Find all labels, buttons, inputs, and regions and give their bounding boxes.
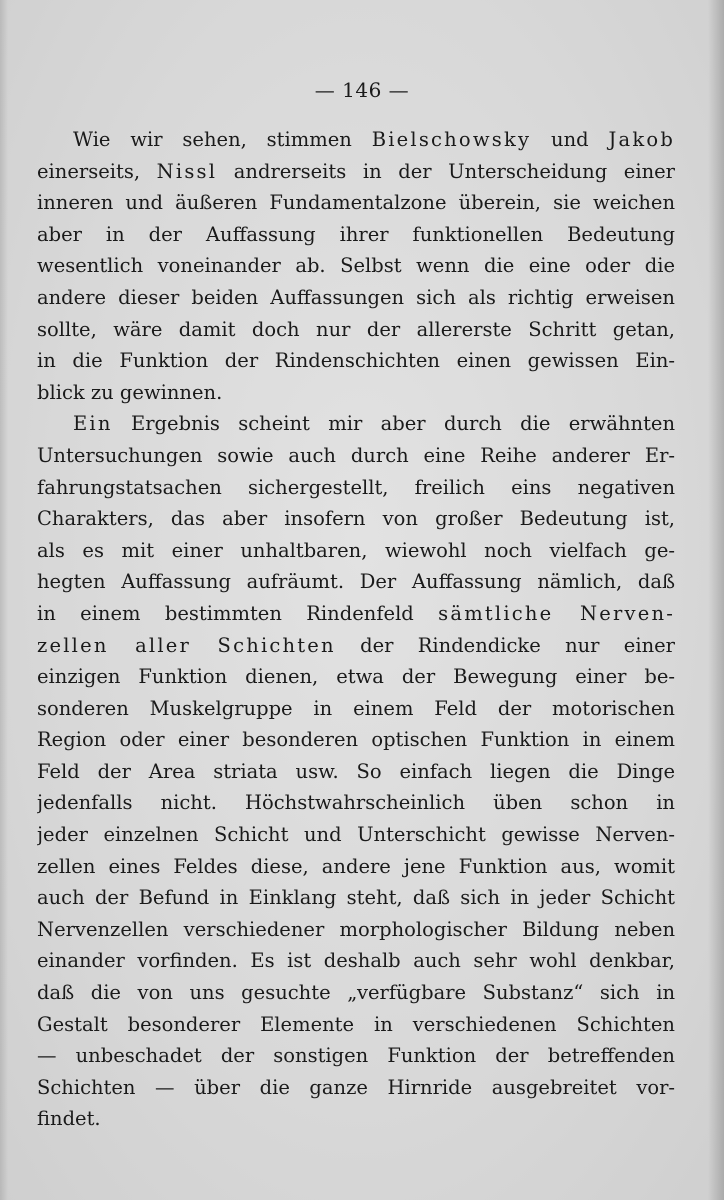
page-shadow-right — [708, 0, 724, 1200]
text-line — [37, 693, 675, 725]
text-segment: hegten Auffassung aufräumt. Der Auffassung nämlich, daß — [37, 570, 675, 594]
text-line — [37, 1040, 675, 1072]
text-segment: einerseits, — [37, 159, 157, 183]
text-line — [37, 1103, 675, 1135]
text-line — [37, 314, 675, 346]
text-line — [37, 882, 675, 914]
text-line — [37, 440, 675, 472]
text-segment: einander vorfinden. Es ist deshalb auch sehr wohl denkbar, — [37, 949, 675, 973]
emphasized-text: sämtliche Nerven- — [438, 601, 675, 625]
text-line — [37, 598, 675, 630]
text-segment: in die Funktion der Rindenschichten einen gewissen Ein- — [37, 349, 675, 373]
text-segment: Nervenzellen verschiedener morphologischer Bildung neben — [37, 917, 675, 941]
text-line — [37, 219, 675, 251]
text-line — [37, 724, 675, 756]
text-line — [37, 408, 675, 440]
text-line — [37, 977, 675, 1009]
text-line — [37, 787, 675, 819]
text-segment: einzigen Funktion dienen, etwa der Bewegung einer be- — [37, 665, 675, 689]
text-line — [37, 282, 675, 314]
emphasized-text: Ein — [73, 412, 113, 436]
text-segment: Region oder einer besonderen optischen Funktion in einem — [37, 728, 675, 752]
text-line — [37, 535, 675, 567]
text-segment: aber in der Auffassung ihrer funktionellen Bedeutung — [37, 222, 675, 246]
text-line — [37, 1072, 675, 1104]
text-segment: jedenfalls nicht. Höchstwahrscheinlich üben schon in — [37, 791, 675, 815]
text-line — [37, 630, 675, 662]
text-segment: wesentlich voneinander ab. Selbst wenn die eine oder die — [37, 254, 675, 278]
text-segment: sollte, wäre damit doch nur der allererste Schritt getan, — [37, 317, 675, 341]
text-segment: auch der Befund in Einklang steht, daß sich in jeder Schicht — [37, 886, 675, 910]
page-shadow-left — [0, 0, 8, 1200]
text-segment: Feld der Area striata usw. So einfach liegen die Dinge — [37, 759, 675, 783]
text-line — [37, 377, 675, 409]
text-segment: und — [531, 128, 609, 151]
text-segment: andrerseits in der Unterscheidung einer — [217, 159, 675, 183]
text-segment: findet. — [37, 1107, 101, 1131]
text-segment: Schichten — über die ganze Hirnride ausgebreitet vor- — [37, 1075, 675, 1099]
text-line — [37, 250, 675, 282]
text-segment: zellen eines Feldes diese, andere jene Funktion aus, womit — [37, 854, 675, 878]
page-number: — 146 — — [314, 78, 410, 102]
text-segment: fahrungstatsachen sichergestellt, freilich eins negativen — [37, 475, 675, 499]
text-segment: Gestalt besonderer Elemente in verschiedenen Schichten — [37, 1012, 675, 1036]
text-line — [37, 566, 675, 598]
text-segment: inneren und äußeren Fundamentalzone überein, sie weichen — [37, 191, 675, 215]
text-line — [37, 1009, 675, 1041]
emphasized-text: Nissl — [156, 159, 218, 183]
body-text — [37, 124, 675, 1135]
text-line — [37, 756, 675, 788]
paragraph — [37, 124, 675, 408]
text-segment: Wie wir sehen, stimmen — [73, 128, 372, 151]
text-line — [37, 187, 675, 219]
text-segment: Charakters, das aber insofern von großer Bedeutung ist, — [37, 507, 675, 531]
text-segment: Untersuchungen sowie auch durch eine Reihe anderer Er- — [37, 443, 675, 467]
text-line — [37, 661, 675, 693]
emphasized-text: zellen aller Schichten — [37, 633, 336, 657]
text-line — [37, 914, 675, 946]
text-segment: der Rindendicke nur einer — [335, 633, 675, 657]
emphasized-text: Jakob — [608, 128, 675, 151]
text-line — [37, 472, 675, 504]
text-segment: — unbeschadet der sonstigen Funktion der betreffenden — [37, 1044, 675, 1068]
text-segment: daß die von uns gesuchte „verfügbare Substanz“ sich in — [37, 981, 675, 1005]
emphasized-text: Bielschowsky — [371, 128, 532, 151]
text-line — [37, 819, 675, 851]
text-line — [37, 156, 675, 188]
text-line — [37, 851, 675, 883]
text-segment: jeder einzelnen Schicht und Unterschicht gewisse Nerven- — [37, 823, 675, 847]
text-line — [37, 503, 675, 535]
text-segment: andere dieser beiden Auffassungen sich als richtig erweisen — [37, 285, 675, 309]
text-line — [37, 345, 675, 377]
text-segment: sonderen Muskelgruppe in einem Feld der motorischen — [37, 696, 675, 720]
text-segment: blick zu gewinnen. — [37, 380, 223, 404]
text-segment: in einem bestimmten Rindenfeld — [37, 601, 439, 625]
text-segment: als es mit einer unhaltbaren, wiewohl noch vielfach ge- — [37, 538, 675, 562]
text-segment: Ergebnis scheint mir aber durch die erwähnten — [112, 412, 675, 436]
text-line — [37, 945, 675, 977]
text-line — [37, 124, 675, 156]
paragraph — [37, 408, 675, 1135]
